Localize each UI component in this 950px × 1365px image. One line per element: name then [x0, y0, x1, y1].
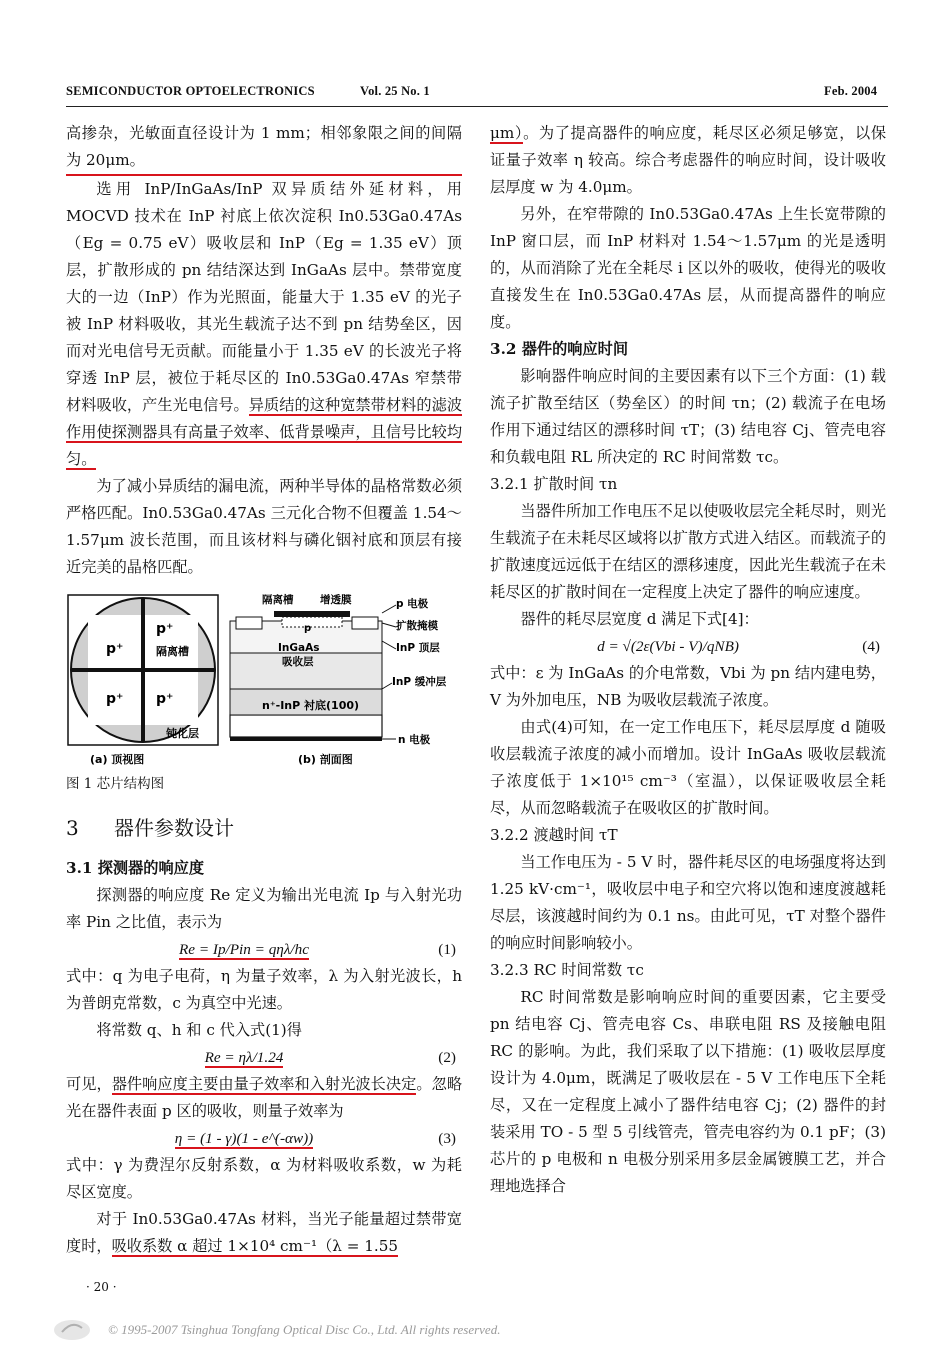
- highlighted-text: 异质结的这种宽禁带材料的滤波作用使探测器具有高量子效率、低背景噪声，且信号比较均匀。: [66, 396, 463, 468]
- equation-1: [66, 936, 462, 963]
- equation-number: (3): [438, 1130, 456, 1147]
- p-electrode-bar: [274, 611, 350, 617]
- p-region: [282, 617, 342, 627]
- subsection-heading: 3.2 器件的响应时间: [490, 340, 629, 358]
- equation-number: (2): [438, 1049, 456, 1066]
- right-column: [490, 120, 886, 1200]
- section-title: 器件参数设计: [114, 816, 234, 840]
- paragraph: 式中：γ 为费涅尔反射系数，α 为材料吸收系数，w 为耗尽区宽度。: [66, 1156, 462, 1201]
- highlighted-text: 吸收系数 α 超过 1×10⁴ cm⁻¹（λ = 1.55: [111, 1237, 399, 1255]
- equation-number: (4): [862, 638, 880, 655]
- subfigure-caption: (a) 顶视图: [90, 753, 145, 766]
- paragraph: 为了减小异质结的漏电流，两种半导体的晶格常数必须严格匹配。In0.53Ga0.47As 三元化合物不但覆盖 1.54～1.57μm 波长范围，而且该材料与磷化铟衬底和顶层有接近完美的晶格匹配。: [66, 477, 462, 576]
- paragraph: 影响器件响应时间的主要因素有以下三个方面：(1) 载流子扩散至结区（势垒区）的时间 τn；(2) 载流子在电场作用下通过结区的漂移时间 τT；(3) 结电容 Cj、管壳电容和负载电阻 RL 所决定的 RC 时间常数 τc。: [490, 367, 886, 466]
- quadrant-label: p⁺: [106, 691, 124, 707]
- equation-number: (1): [438, 941, 456, 958]
- passivation-label: 钝化层: [166, 727, 199, 740]
- equation-body: η = (1 - γ)(1 - e^(-αw)): [174, 1130, 314, 1147]
- paragraph-text: 可见，: [66, 1075, 112, 1093]
- journal-date: Feb. 2004: [824, 84, 878, 98]
- groove-label-b: 隔离槽: [262, 594, 294, 606]
- paragraph-text: 对于 In0.53Ga0.47As 材料，当光子能量超过禁带宽度时，: [66, 1210, 462, 1255]
- subsubsection-heading: 3.2.3 RC 时间常数 τc: [490, 961, 644, 979]
- subsubsection-heading: 3.2.1 扩散时间 τn: [490, 475, 618, 493]
- leader: [382, 605, 396, 613]
- journal-name: SEMICONDUCTOR OPTOELECTRONICS: [66, 84, 315, 98]
- subsubsection-heading: 3.2.2 渡越时间 τT: [490, 826, 618, 844]
- p-electrode-label: p 电极: [396, 598, 429, 610]
- subfigure-caption: (b) 剖面图: [298, 753, 353, 766]
- inp-top-label: InP 顶层: [396, 642, 440, 654]
- groove-label: 隔离槽: [156, 645, 189, 658]
- leader: [382, 683, 392, 689]
- chip-structure-diagram: [66, 591, 462, 771]
- ingaas-label: InGaAs: [278, 642, 320, 654]
- highlighted-text: 器件响应度主要由量子效率和入射光波长决定: [111, 1075, 417, 1093]
- equation-body: d = √(2ε(Vbi - V)/qNB): [597, 638, 739, 655]
- paragraph: 由式(4)可知，在一定工作电压下，耗尽层厚度 d 随吸收层载流子浓度的减小而增加。设计 InGaAs 吸收层载流子浓度低于 1×10¹⁵ cm⁻³（室温），以保证吸收层全耗尽，从而忽略载流子在吸收区的扩散时间。: [490, 718, 886, 817]
- section-heading: [66, 813, 462, 843]
- paragraph: [66, 1206, 462, 1260]
- absorb-label: 吸收层: [282, 656, 314, 668]
- quadrant-label: p⁺: [156, 691, 174, 707]
- equation-body: Re = ηλ/1.24: [204, 1049, 284, 1066]
- groove-left: [236, 617, 262, 629]
- quadrant-label: p⁺: [106, 641, 124, 657]
- paragraph: [66, 176, 462, 473]
- film-label: 增透膜: [320, 594, 352, 606]
- n-electrode-label: n 电极: [398, 734, 431, 746]
- highlighted-text: μm）: [490, 124, 524, 142]
- equation-3: [66, 1125, 462, 1152]
- journal-volume: Vol. 25 No. 1: [360, 84, 430, 98]
- buffer-label: InP 缓冲层: [392, 676, 447, 688]
- paragraph-text: 。为了提高器件的响应度，耗尽区必须足够宽，以保证量子效率 η 较高。综合考虑器件的响应时间，设计吸收层厚度 w 为 4.0μm。: [490, 124, 887, 196]
- leader: [382, 641, 396, 649]
- paragraph: 探测器的响应度 Re 定义为输出光电流 Ip 与入射光功率 Pin 之比值，表示为: [66, 886, 462, 931]
- p-label: p: [304, 623, 312, 634]
- left-column: [66, 120, 462, 1260]
- subsection-heading: 3.1 探测器的响应度: [66, 859, 205, 877]
- equation-2: [66, 1044, 462, 1071]
- copyright-notice: © 1995-2007 Tsinghua Tongfang Optical Disc Co., Ltd. All rights reserved.: [108, 1322, 501, 1337]
- substrate-label: n⁺-InP 衬底(100): [262, 699, 360, 712]
- page-number: · 20 ·: [86, 1280, 117, 1294]
- paragraph: 高掺杂，光敏面直径设计为 1 mm；相邻象限之间的间隔为 20μm。: [66, 120, 462, 176]
- quadrant-label: p⁺: [156, 621, 174, 637]
- paragraph: RC 时间常数是影响响应时间的重要因素，它主要受 pn 结电容 Cj、管壳电容 Cs、串联电阻 RS 及接触电阻 RC 的影响。为此，我们采取了以下措施：(1) 吸收层厚度设计为 4.0μm，既满足了吸收层在 - 5 V 工作电压下全耗尽，又在一定程度上减小了器件结电容 Cj；(2) 器件的封装采用 TO - 5 型 5 引线管壳，管壳电容约为 0.1 pF；(3) 芯片的 p 电极和 n 电极分别采用多层金属镀膜工艺，并合理地选择合: [490, 988, 886, 1195]
- paragraph: 将常数 q、h 和 c 代入式(1)得: [96, 1021, 302, 1039]
- mask-label: 扩散掩模: [396, 620, 438, 632]
- paragraph: 器件的耗尽层宽度 d 满足下式[4]：: [520, 610, 759, 628]
- paragraph: [490, 120, 886, 201]
- groove-right: [352, 617, 378, 629]
- figure-chip-structure: [66, 591, 462, 771]
- paragraph: 式中：q 为电子电荷，η 为量子效率，λ 为入射光波长，h 为普朗克常数，c 为真空中光速。: [66, 967, 462, 1012]
- paragraph: 式中：ε 为 InGaAs 的介电常数，Vbi 为 pn 结内建电势，V 为外加电压，NB 为吸收层载流子浓度。: [490, 664, 886, 709]
- paragraph-text: 选用 InP/InGaAs/InP 双异质结外延材料，用 MOCVD 技术在 InP 衬底上依次淀积 In0.53Ga0.47As（Eg = 0.75 eV）吸收层和 InP（Eg = 1.35 eV）顶层，扩散形成的 pn 结结深达到 InGaAs 层中。禁带宽度大的一边（InP）作为光照面，能量大于 1.35 eV 的光子被 InP 材料吸收，其光生载流子达不到 pn 结势垒区，因而对光电信号无贡献。而能量小于 1.35 eV 的长波光子将穿透 InP 层，被位于耗尽区的 In0.53Ga0.47As 窄禁带材料吸收，产生光电信号。: [66, 180, 462, 414]
- equation-body: Re = Ip/Pin = qηλ/hc: [179, 941, 309, 958]
- substrate-layer: [230, 715, 382, 737]
- publisher-logo-icon: [52, 1318, 92, 1342]
- paragraph: [66, 1071, 462, 1125]
- equation-4: [490, 633, 886, 660]
- section-number: 3: [66, 816, 79, 840]
- paragraph: 当工作电压为 - 5 V 时，器件耗尽区的电场强度将达到 1.25 kV·cm⁻¹，吸收层中电子和空穴将以饱和速度渡越耗尽层，该渡越时间约为 0.1 ns。由此可见，τT 对整个器件的响应时间影响较小。: [490, 853, 886, 952]
- paragraph: 当器件所加工作电压不足以使吸收层完全耗尽时，则光生载流子在未耗尽区域将以扩散方式进入结区。而载流子的扩散速度远远低于在结区的漂移速度，因此光生载流子在未耗尽区的扩散时间在一定程度上决定了器件的响应速度。: [490, 502, 886, 601]
- figure-caption: 图 1 芯片结构图: [66, 776, 165, 792]
- n-electrode-bar: [230, 737, 382, 741]
- paragraph: 另外，在窄带隙的 In0.53Ga0.47As 上生长宽带隙的 InP 窗口层，而 InP 材料对 1.54～1.57μm 的光是透明的，从而消除了光在全耗尽 i 区以外的吸收，使得光的吸收直接发生在 In0.53Ga0.47As 层，从而提高器件的响应度。: [490, 205, 886, 331]
- header-rule: [66, 106, 888, 107]
- leader: [382, 623, 396, 627]
- paragraph-text: 。忽略光在器件表面 p 区的吸收，则量子效率为: [66, 1075, 463, 1120]
